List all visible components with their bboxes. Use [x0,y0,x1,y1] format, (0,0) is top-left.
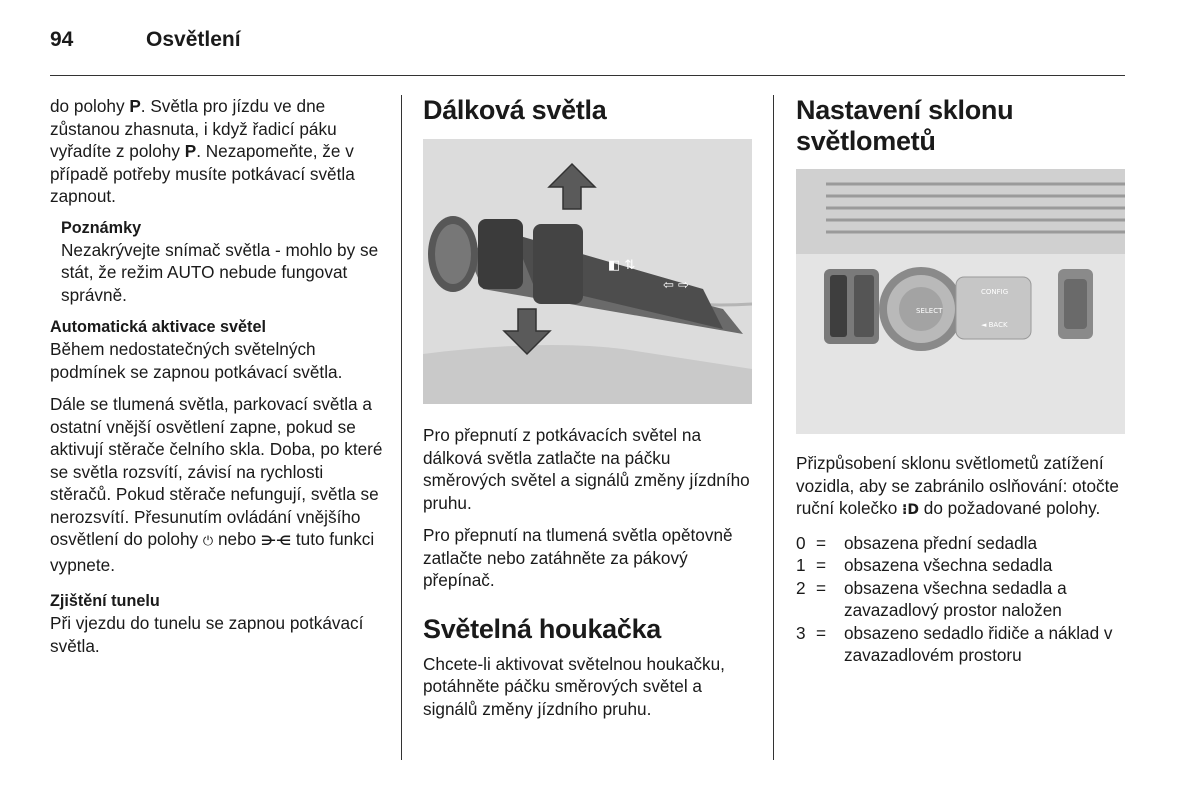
stalk-illustration [423,139,752,404]
column-divider-left [401,95,402,760]
right-column [796,95,1126,667]
auto-activation-text-2: Dále se tlumená světla, parkovací světla a ostatní vnější osvětlení zapne, pokud se aktivují stěrače čelního skla. Doba, po které se světla rozsvítí, závisí na rychlosti stěračů. Pokud stěrače nefungují, světla se nerozsvítí. Přesunutím ovládání vnějšího osvětlení do polohy ⏻ nebo ⋺⋲ tuto funkci vypnete. [50,394,383,575]
headlight-range-text: Přizpůsobení sklonu světlometů zatížení vozidla, aby se zabránilo oslňování: otočte ruční kolečko ⁝D do požadované polohy. [796,453,1119,518]
auto-activation-text: Během nedostatečných světelných podmínek se zapnou potkávací světla. [50,339,343,382]
range-control-illustration [796,169,1125,434]
headlight-range-icon: ⁝D [902,502,919,518]
list-item: 1 = obsazena všechna sedadla [796,555,1053,575]
tunnel-heading: Zjištění tunelu [50,592,160,610]
dashboard-controls-icon [796,169,1125,434]
high-beam-heading: Dálková světla [423,95,607,125]
turn-signal-stalk-icon [423,139,752,404]
parking-light-icon: ⋺⋲ [260,534,292,549]
high-beam-text-1: Pro přepnutí z potkávacích světel na dálková světla zatlačte na páčku směrových světel a signálů změny jízdního pruhu. [423,425,750,513]
load-position-list [796,532,1126,667]
list-item: 0 = obsazena přední sedadla [796,532,1038,553]
note-title: Poznámky [61,218,142,237]
list-item: 2 = obsazena všechna sedadla a zavazadlový prostor naložen [796,577,1067,620]
page-title: Osvětlení [146,28,241,51]
svg-text:SELECT: SELECT [916,307,943,315]
svg-text:⇦ ⇨: ⇦ ⇨ [663,278,689,293]
svg-text:◄ BACK: ◄ BACK [981,321,1008,329]
light-off-icon: ⏻ [202,534,214,549]
note-text: Nezakrývejte snímač světla - mohlo by se stát, že režim AUTO nebude fungovat správně. [61,239,379,305]
list-item: 3 = obsazeno sedadlo řidiče a náklad v zavazadlovém prostoru [796,622,1113,665]
tunnel-text: Při vjezdu do tunelu se zapnou potkávací světla. [50,613,364,656]
middle-column [423,95,758,730]
header-rule [50,75,1125,76]
headlight-flash-text: Chcete-li aktivovat světelnou houkačku, potáhněte páčku směrových světel a signálů změny jízdního pruhu. [423,653,725,719]
page-number: 94 [50,28,74,51]
left-column [50,95,385,667]
column-divider-right [773,95,774,760]
headlight-flash-heading: Světelná houkačka [423,613,662,644]
intro-paragraph: do polohy P. Světla pro jízdu ve dne zůstanou zhasnuta, i když řadicí páku vyřadíte z polohy P. Nezapomeňte, že v případě potřeby musíte potkávací světla zapnout. [50,96,355,206]
auto-activation-heading: Automatická aktivace světel [50,318,266,336]
headlight-range-heading: Nastavení sklonu světlometů [796,95,1014,156]
high-beam-text-2: Pro přepnutí na tlumená světla opětovně zatlačte nebo zatáhněte za pákový přepínač. [423,525,733,590]
svg-text:◧ ⇅: ◧ ⇅ [608,258,636,273]
svg-text:CONFIG: CONFIG [981,288,1009,296]
